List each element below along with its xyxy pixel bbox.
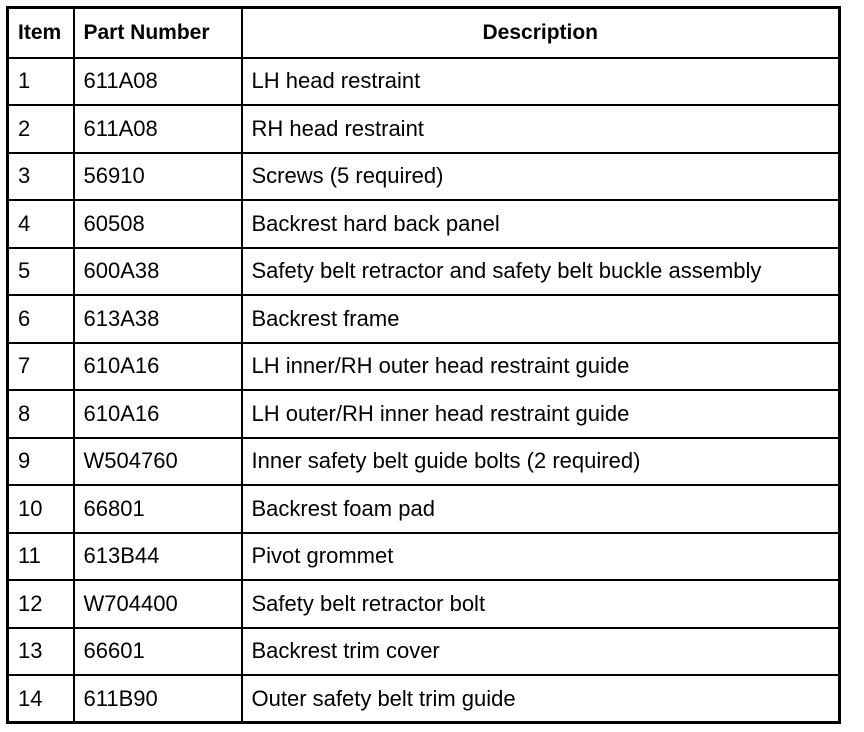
cell-item: 3 — [8, 153, 74, 201]
cell-description: Safety belt retractor and safety belt buckle assembly — [242, 248, 840, 296]
cell-description: LH outer/RH inner head restraint guide — [242, 390, 840, 438]
table-row — [8, 295, 840, 343]
cell-description: RH head restraint — [242, 105, 840, 153]
cell-item: 13 — [8, 628, 74, 676]
cell-description: Inner safety belt guide bolts (2 required) — [242, 438, 840, 486]
cell-item: 7 — [8, 343, 74, 391]
header-part-number: Part Number — [74, 8, 242, 58]
cell-part-number: 611B90 — [74, 675, 242, 723]
table-row — [8, 438, 840, 486]
parts-table — [6, 6, 841, 724]
cell-item: 14 — [8, 675, 74, 723]
cell-part-number: 66601 — [74, 628, 242, 676]
cell-item: 10 — [8, 485, 74, 533]
table-row — [8, 675, 840, 723]
table-row — [8, 533, 840, 581]
header-row — [8, 8, 840, 58]
cell-part-number: 611A08 — [74, 105, 242, 153]
table-row — [8, 153, 840, 201]
cell-item: 2 — [8, 105, 74, 153]
table-row — [8, 105, 840, 153]
cell-item: 12 — [8, 580, 74, 628]
cell-item: 5 — [8, 248, 74, 296]
cell-description: Safety belt retractor bolt — [242, 580, 840, 628]
cell-item: 1 — [8, 58, 74, 106]
header-description: Description — [242, 8, 840, 58]
cell-description: Backrest hard back panel — [242, 200, 840, 248]
cell-description: LH head restraint — [242, 58, 840, 106]
cell-part-number: W504760 — [74, 438, 242, 486]
cell-description: Outer safety belt trim guide — [242, 675, 840, 723]
cell-part-number: 600A38 — [74, 248, 242, 296]
table-row — [8, 628, 840, 676]
cell-part-number: 613B44 — [74, 533, 242, 581]
cell-part-number: 610A16 — [74, 390, 242, 438]
cell-description: Backrest foam pad — [242, 485, 840, 533]
table-body — [8, 58, 840, 723]
cell-description: Pivot grommet — [242, 533, 840, 581]
cell-part-number: 613A38 — [74, 295, 242, 343]
cell-description: Backrest frame — [242, 295, 840, 343]
cell-item: 9 — [8, 438, 74, 486]
cell-item: 6 — [8, 295, 74, 343]
cell-part-number: 60508 — [74, 200, 242, 248]
table-header — [8, 8, 840, 58]
table-row — [8, 580, 840, 628]
cell-part-number: 66801 — [74, 485, 242, 533]
table-row — [8, 343, 840, 391]
cell-description: LH inner/RH outer head restraint guide — [242, 343, 840, 391]
cell-item: 8 — [8, 390, 74, 438]
table-row — [8, 200, 840, 248]
table-row — [8, 248, 840, 296]
cell-part-number: 610A16 — [74, 343, 242, 391]
header-item: Item — [8, 8, 74, 58]
table-row — [8, 390, 840, 438]
cell-item: 4 — [8, 200, 74, 248]
cell-description: Backrest trim cover — [242, 628, 840, 676]
cell-item: 11 — [8, 533, 74, 581]
cell-part-number: 611A08 — [74, 58, 242, 106]
cell-part-number: W704400 — [74, 580, 242, 628]
table-row — [8, 485, 840, 533]
cell-description: Screws (5 required) — [242, 153, 840, 201]
cell-part-number: 56910 — [74, 153, 242, 201]
table-row — [8, 58, 840, 106]
